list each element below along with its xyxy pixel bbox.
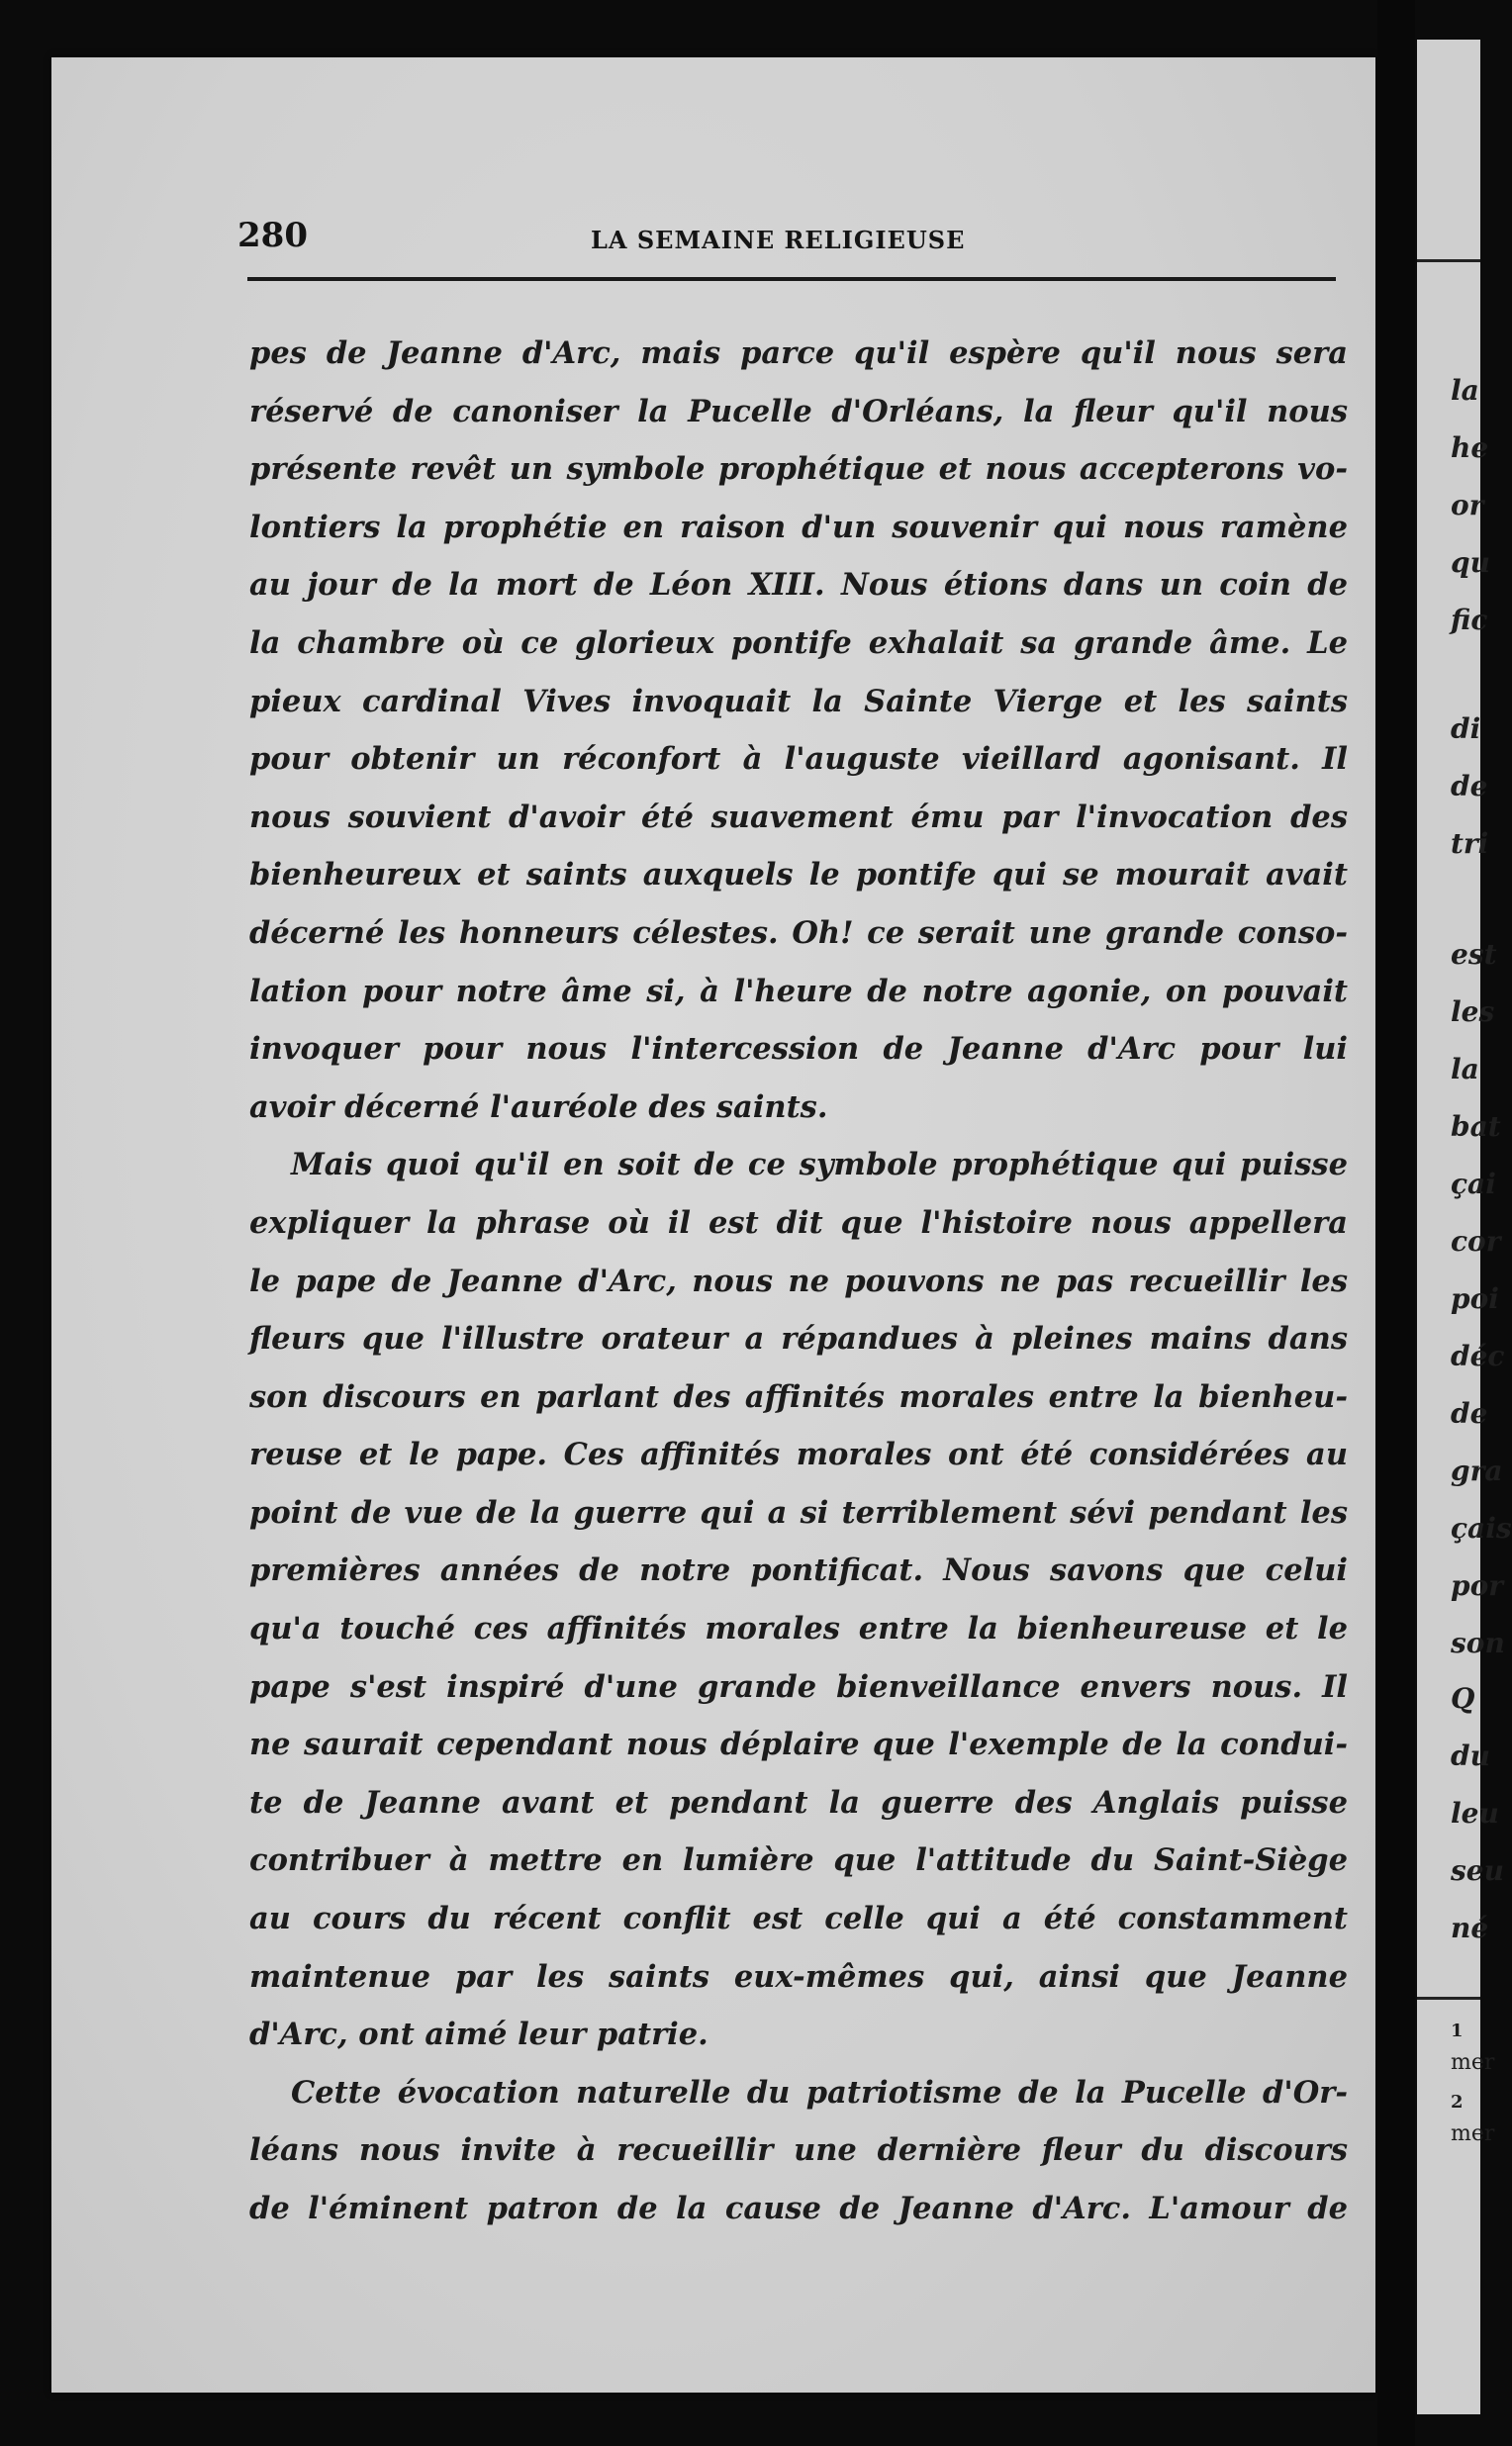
facing-text-fragment: di xyxy=(1451,712,1481,745)
text-line: avoir décerné l'auréole des saints. xyxy=(249,1088,828,1125)
page-gutter xyxy=(1377,0,1415,2446)
text-line: Cette évocation naturelle du patriotisme de la Pucelle d'Or- xyxy=(291,2074,1348,2111)
text-line: de l'éminent patron de la cause de Jeanne d'Arc. L'amour de xyxy=(249,2191,1348,2226)
text-line: expliquer la phrase où il est dit que l'histoire nous appellera xyxy=(249,1204,1348,1241)
facing-text-fragment: tri xyxy=(1451,827,1489,860)
running-title: LA SEMAINE RELIGIEUSE xyxy=(591,226,966,254)
facing-text-fragment: du xyxy=(1451,1740,1490,1772)
text-line: pieux cardinal Vives invoquait la Sainte Vierge et les saints xyxy=(249,683,1348,719)
text-line: point de vue de la guerre qui a si terriblement sévi pendant les xyxy=(249,1494,1348,1531)
facing-text-fragment: son xyxy=(1451,1627,1505,1659)
facing-text-fragment: çai xyxy=(1451,1168,1496,1200)
facing-footnote-marker: 1 xyxy=(1451,2021,1464,2041)
text-line: Mais quoi qu'il en soit de ce symbole prophétique qui puisse xyxy=(291,1147,1348,1183)
facing-text-fragment: de xyxy=(1451,1397,1488,1430)
facing-page-edge xyxy=(1417,40,1512,2414)
text-line: son discours en parlant des affinités morales entre la bienheu- xyxy=(249,1378,1348,1415)
facing-text-fragment: bat xyxy=(1451,1110,1501,1143)
text-line: réservé de canoniser la Pucelle d'Orléans, la fleur qu'il nous xyxy=(249,393,1348,429)
facing-text-fragment: de xyxy=(1451,770,1488,802)
text-line: maintenue par les saints eux-mêmes qui, ainsi que Jeanne xyxy=(249,1958,1348,1995)
text-line: nous souvient d'avoir été suavement ému par l'invocation des xyxy=(249,799,1348,835)
text-line: au cours du récent conflit est celle qui a été constamment xyxy=(249,1901,1348,1937)
text-line: présente revêt un symbole prophétique et nous accepterons vo- xyxy=(249,451,1348,488)
text-line: bienheureux et saints auxquels le pontife qui se mourait avait xyxy=(249,857,1348,894)
facing-text-fragment: né xyxy=(1451,1912,1489,1944)
text-line: contribuer à mettre en lumière que l'attitude du Saint-Siège xyxy=(249,1842,1348,1879)
facing-text-fragment: he xyxy=(1451,431,1489,464)
facing-text-fragment: por xyxy=(1451,1569,1504,1602)
page-number: 280 xyxy=(237,216,308,255)
facing-text-fragment: fic xyxy=(1451,604,1488,636)
facing-text-fragment: leu xyxy=(1451,1797,1499,1830)
facing-text-fragment: poi xyxy=(1451,1282,1499,1315)
text-line: lation pour notre âme si, à l'heure de notre agonie, on pouvait xyxy=(249,973,1348,1009)
text-line: premières années de notre pontificat. Nous savons que celui xyxy=(249,1552,1348,1589)
facing-footnote-marker: 2 xyxy=(1451,2092,1464,2113)
text-line: pour obtenir un réconfort à l'auguste vieillard agonisant. Il xyxy=(249,741,1348,778)
facing-text-fragment: la xyxy=(1451,374,1479,407)
text-line: d'Arc, ont aimé leur patrie. xyxy=(249,2017,709,2053)
facing-text-fragment: qu xyxy=(1451,546,1490,579)
facing-footnote-fragment: mer xyxy=(1451,2121,1495,2146)
facing-header-rule xyxy=(1417,259,1480,262)
text-line: invoquer pour nous l'intercession de Jeanne d'Arc pour lui xyxy=(249,1031,1348,1068)
article-body xyxy=(249,325,1348,2238)
facing-text-fragment: Q xyxy=(1451,1682,1475,1715)
facing-text-fragment: déc xyxy=(1451,1340,1505,1372)
header-rule xyxy=(247,277,1336,281)
text-line: pes de Jeanne d'Arc, mais parce qu'il espère qu'il nous sera xyxy=(249,335,1348,371)
text-line: le pape de Jeanne d'Arc, nous ne pouvons ne pas recueillir les xyxy=(249,1263,1348,1299)
text-line: qu'a touché ces affinités morales entre la bienheureuse et le xyxy=(249,1611,1348,1647)
facing-text-fragment: les xyxy=(1451,995,1495,1028)
text-line: la chambre où ce glorieux pontife exhalait sa grande âme. Le xyxy=(249,624,1348,661)
facing-text-fragment: cor xyxy=(1451,1225,1501,1258)
facing-footnote-rule xyxy=(1417,1997,1480,2000)
text-line: décerné les honneurs célestes. Oh! ce serait une grande conso- xyxy=(249,914,1348,951)
facing-text-fragment: seu xyxy=(1451,1854,1504,1887)
facing-footnote-fragment: mer xyxy=(1451,2050,1495,2075)
text-line: léans nous invite à recueillir une dernière fleur du discours xyxy=(249,2132,1348,2169)
text-line: te de Jeanne avant et pendant la guerre des Anglais puisse xyxy=(249,1784,1348,1821)
facing-text-fragment: or xyxy=(1451,489,1484,521)
facing-text-fragment: çais xyxy=(1451,1512,1512,1545)
facing-text-fragment: gra xyxy=(1451,1455,1503,1487)
text-line: reuse et le pape. Ces affinités morales ont été considérées au xyxy=(249,1437,1348,1473)
text-line: pape s'est inspiré d'une grande bienveillance envers nous. Il xyxy=(249,1668,1348,1705)
text-line: fleurs que l'illustre orateur a répandues à pleines mains dans xyxy=(249,1321,1348,1358)
text-line: au jour de la mort de Léon XIII. Nous étions dans un coin de xyxy=(249,567,1348,604)
text-line: lontiers la prophétie en raison d'un souvenir qui nous ramène xyxy=(249,509,1348,545)
text-line: ne saurait cependant nous déplaire que l'exemple de la condui- xyxy=(249,1727,1348,1763)
facing-text-fragment: est xyxy=(1451,938,1497,971)
facing-text-fragment: la xyxy=(1451,1053,1479,1085)
